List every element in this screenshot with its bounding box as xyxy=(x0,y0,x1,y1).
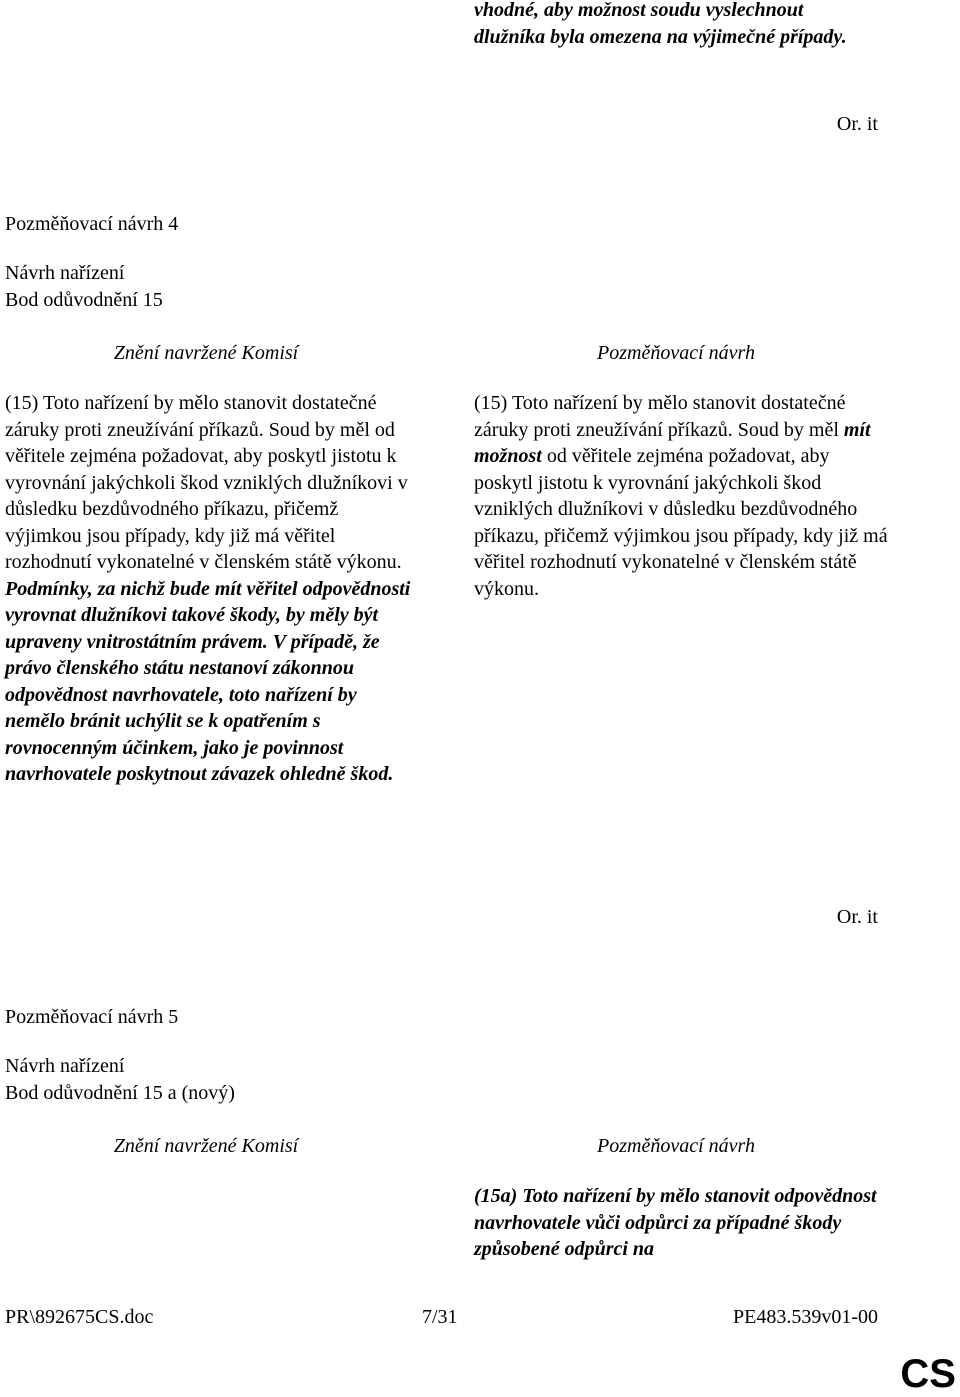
footer-document-name: PR\892675CS.doc xyxy=(5,1306,154,1328)
proposal-title: Návrh nařízení xyxy=(5,1055,125,1077)
commission-text xyxy=(5,390,419,788)
amendment-heading: Pozměňovací návrh 4 xyxy=(5,213,179,235)
original-language-note: Or. it xyxy=(836,906,878,928)
column-header-amendment: Pozměňovací návrh xyxy=(597,342,755,364)
column-header-commission: Znění navržené Komisí xyxy=(113,342,299,364)
footer-page-number: 7/31 xyxy=(422,1306,458,1328)
recital-reference: Bod odůvodnění 15 a (nový) xyxy=(5,1082,235,1104)
continuation-text: vhodné, aby možnost soudu vyslechnout dlužníka byla omezena na výjimečné případy. xyxy=(474,0,847,48)
original-language-note: Or. it xyxy=(836,113,878,135)
amendment-text-part1: (15) Toto nařízení by mělo stanovit dostatečné záruky proti zneužívání příkazů. Soud by měl xyxy=(474,392,846,441)
recital-reference: Bod odůvodnění 15 xyxy=(5,289,163,311)
footer-language-code: CS xyxy=(900,1352,956,1396)
footer-reference: PE483.539v01-00 xyxy=(733,1306,878,1328)
column-header-amendment: Pozměňovací návrh xyxy=(597,1135,755,1157)
amendment-text-new: (15a) Toto nařízení by mělo stanovit odpovědnost navrhovatele vůči odpůrci za případné škody způsobené odpůrci na xyxy=(474,1185,877,1260)
amendment-heading: Pozměňovací návrh 5 xyxy=(5,1006,179,1028)
amendment-text-inserted: mít možnost xyxy=(474,418,871,467)
commission-text-plain: (15) Toto nařízení by mělo stanovit dostatečné záruky proti zneužívání příkazů. Soud by měl od věřitele zejména požadovat, aby poskytl jistotu k vyrovnání jakýchkoli škod vzniklých dlužníkovi v důsledku bezdůvodného příkazu, přičemž výjimkou jsou případy, kdy již má věřitel rozhodnutí vykonatelné v členském státě výkonu. xyxy=(5,392,408,573)
proposal-title: Návrh nařízení xyxy=(5,262,125,284)
amendment-text xyxy=(474,390,890,602)
commission-text-deleted: Podmínky, za nichž bude mít věřitel odpovědnosti vyrovnat dlužníkovi takové škody, by měly být upraveny vnitrostátním právem. V případě, že právo členského státu nestanoví zákonnou odpovědnost navrhovatele, toto nařízení by nemělo bránit uchýlit se k opatřením s rovnocenným účinkem, jako je povinnost navrhovatele poskytnout závazek ohledně škod. xyxy=(5,577,411,785)
amendment-text-part2: od věřitele zejména požadovat, aby poskytl jistotu k vyrovnání jakýchkoli škod vzniklých dlužníkovi v důsledku bezdůvodného příkazu, přičemž výjimkou jsou případy, kdy již má věřitel rozhodnutí vykonatelné v členském státě výkonu. xyxy=(474,445,888,600)
column-header-commission: Znění navržené Komisí xyxy=(113,1135,299,1157)
